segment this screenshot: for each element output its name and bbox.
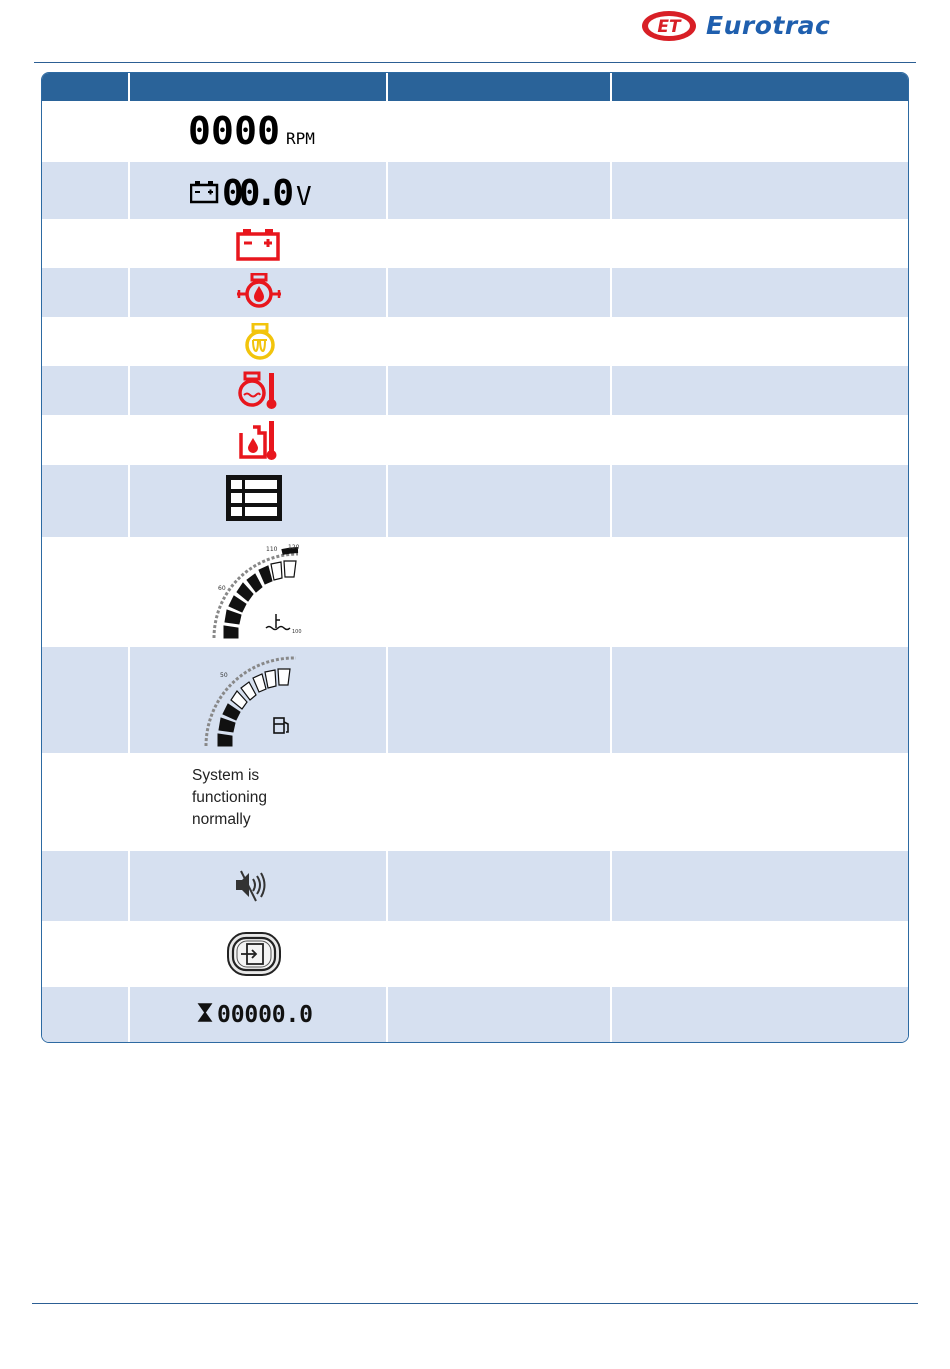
svg-text:V: V xyxy=(296,182,312,208)
column-divider xyxy=(128,73,130,1042)
battery-voltage-display-icon xyxy=(190,174,330,208)
coolant-temperature-gauge-icon xyxy=(210,542,304,642)
table-row xyxy=(42,317,908,366)
fuel-level-gauge-icon xyxy=(202,650,300,750)
table-row xyxy=(42,753,908,851)
hour-meter-icon xyxy=(197,1001,317,1027)
header-rule xyxy=(34,62,916,63)
table-row xyxy=(42,851,908,921)
battery-warning-icon xyxy=(236,227,280,261)
column-header xyxy=(42,73,128,101)
svg-text:ET: ET xyxy=(657,17,681,37)
column-header xyxy=(612,73,908,101)
column-divider xyxy=(610,73,612,1042)
table-row xyxy=(42,537,908,647)
enter-button-icon xyxy=(226,931,282,977)
buzzer-mute-icon xyxy=(232,867,268,905)
column-divider xyxy=(386,73,388,1042)
svg-text:100: 100 xyxy=(292,629,302,635)
rpm-display-icon xyxy=(188,113,328,147)
engine-coolant-temperature-icon xyxy=(238,371,280,411)
preheat-glow-plug-icon xyxy=(244,323,276,361)
table-row xyxy=(42,415,908,465)
svg-text:50: 50 xyxy=(220,672,228,679)
table-row xyxy=(42,162,908,219)
table-row xyxy=(42,647,908,753)
svg-text:00000.0: 00000.0 xyxy=(217,1002,313,1027)
table-header-row xyxy=(42,73,908,101)
brand-name: Eurotrac xyxy=(706,11,831,40)
svg-text:0000: 0000 xyxy=(188,113,280,147)
system-status-text: System is functioning normally xyxy=(192,767,267,828)
svg-text:RPM: RPM xyxy=(286,129,315,147)
hydraulic-oil-temperature-icon xyxy=(238,419,280,461)
column-header xyxy=(388,73,610,101)
et-logo-mark-icon xyxy=(640,8,698,44)
table-row xyxy=(42,987,908,1042)
table-row xyxy=(42,465,908,537)
footer-rule xyxy=(32,1303,918,1304)
table-row xyxy=(42,101,908,162)
table-row xyxy=(42,366,908,415)
eurotrac-logo xyxy=(640,6,890,46)
oil-pressure-warning-icon xyxy=(236,273,282,311)
svg-text:120: 120 xyxy=(288,544,300,551)
table-row xyxy=(42,219,908,268)
menu-list-icon xyxy=(226,475,282,521)
svg-text:60: 60 xyxy=(218,585,226,592)
column-header xyxy=(130,73,386,101)
svg-text:110: 110 xyxy=(266,546,278,553)
table-row xyxy=(42,921,908,987)
table-row xyxy=(42,268,908,317)
svg-text:00.0: 00.0 xyxy=(222,174,294,208)
indicator-table xyxy=(41,72,909,1043)
